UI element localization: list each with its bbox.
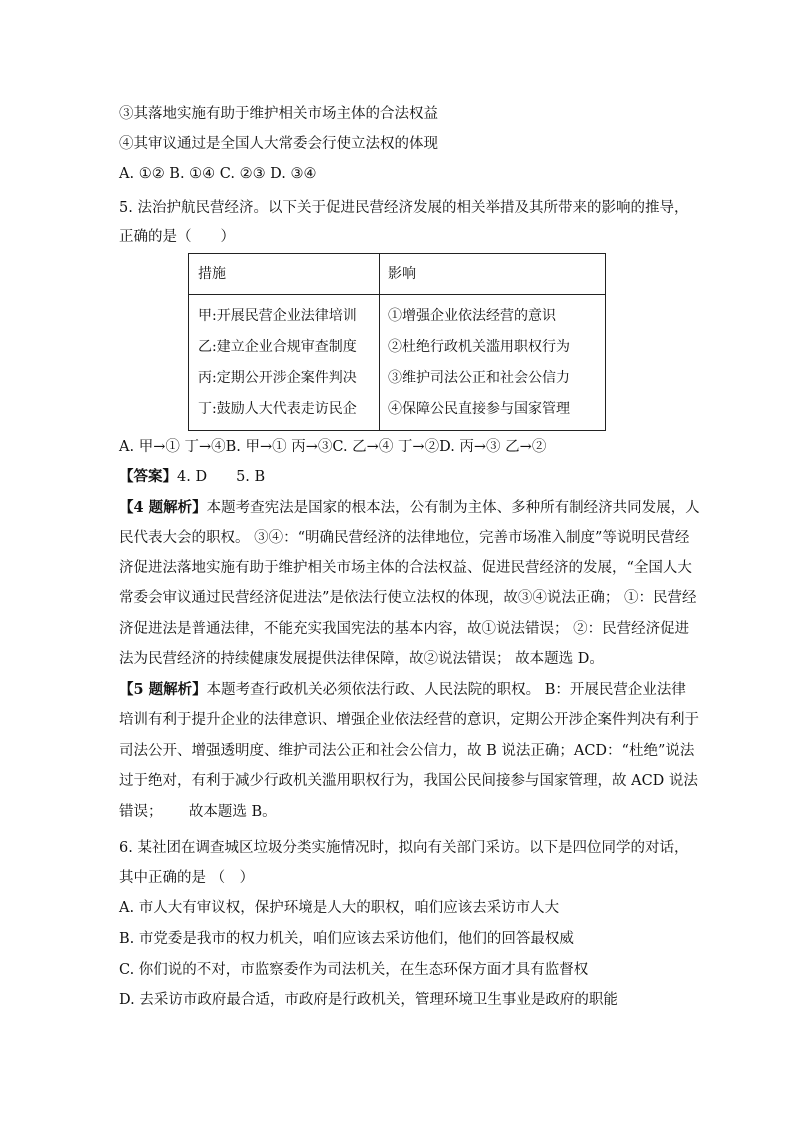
table-effect-1: ①增强企业依法经营的意识 (388, 308, 556, 324)
table-measure-1: 甲:开展民营企业法律培训 (198, 308, 357, 324)
table-column-divider (379, 254, 380, 430)
table-measure-3: 丙:定期公开涉企案件判决 (198, 370, 357, 386)
q6-option-c: C. 你们说的不对，市监察委作为司法机关，在生态环保方面才具有监督权 (119, 962, 589, 978)
table-measure-4: 丁:鼓励人大代表走访民企 (198, 401, 357, 417)
table-effect-4: ④保障公民直接参与国家管理 (388, 401, 570, 417)
table-measure-2: 乙:建立企业合规审查制度 (198, 339, 357, 355)
analysis4-line3: 济促进法落地实施有助于维护相关市场主体的合法权益、促进民营经济的发展，“全国人大 (119, 560, 692, 576)
analysis5-line1 (119, 680, 686, 700)
table-header-divider (189, 294, 605, 295)
analysis4-line1 (119, 498, 700, 518)
analysis5-line2: 培训有利于提升企业的法律意识、增强企业依法经营的意识，定期公开涉企案件判决有利于 (119, 712, 699, 728)
analysis4-line5: 济促进法是普通法律，不能充实我国宪法的基本内容，故①说法错误； ②：民营经济促进 (119, 621, 690, 637)
analysis4-line2: 民代表大会的职权。 ③④：“明确民营经济的法律地位，完善市场准入制度”等说明民营经 (119, 530, 690, 546)
q4-choices: A. ①② B. ①④ C. ②③ D. ③④ (119, 166, 317, 182)
q6-option-d: D. 去采访市政府最合适，市政府是行政机关，管理环境卫生事业是政府的职能 (119, 992, 618, 1008)
q5-choices: A. 甲→① 丁→④B. 甲→① 丙→③C. 乙→④ 丁→②D. 丙→③ 乙→② (119, 439, 547, 455)
q6-option-b: B. 市党委是我市的权力机关，咱们应该去采访他们，他们的回答最权威 (119, 931, 574, 947)
q4-option-4: ④其审议通过是全国人大常委会行使立法权的体现 (119, 136, 438, 152)
q6-stem-line1: 6. 某社团在调查城区垃圾分类实施情况时，拟向有关部门采访。以下是四位同学的对话， (119, 840, 689, 856)
analysis5-line5: 错误； 故本题选 B。 (119, 804, 277, 820)
table-effect-2: ②杜绝行政机关滥用职权行为 (388, 339, 570, 355)
analysis4-line4: 常委会审议通过民营经济促进法”是依法行使立法权的体现，故③④说法正确； ①：民营经 (119, 590, 697, 606)
q5-stem-line1: 5. 法治护航民营经济。以下关于促进民营经济发展的相关举措及其所带来的影响的推导， (119, 200, 689, 216)
answer-label: 【答案】 (119, 468, 177, 485)
analysis5-text1: 本题考查行政机关必须依法行政、人民法院的职权。 B：开展民营企业法律 (206, 682, 686, 698)
q6-option-a: A. 市人大有审议权，保护环境是人大的职权，咱们应该去采访市人大 (119, 900, 560, 916)
table-header-effects: 影响 (388, 266, 416, 282)
table-header-measures: 措施 (198, 266, 226, 282)
analysis4-label: 【4 题解析】 (119, 499, 207, 516)
analysis4-line6: 法为民营经济的持续健康发展提供法律保障，故②说法错误； 故本题选 D。 (119, 651, 604, 667)
table-effect-3: ③维护司法公正和社会公信力 (388, 370, 570, 386)
q6-stem-line2: 其中正确的是 （ ） (119, 870, 255, 886)
analysis5-line3: 司法公开、增强透明度、维护司法公正和社会公信力，故 B 说法正确；ACD：“杜绝”说法 (119, 743, 695, 759)
q4-option-3: ③其落地实施有助于维护相关市场主体的合法权益 (119, 106, 438, 122)
analysis5-line4: 过于绝对，有利于减少行政机关滥用职权行为，我国公民间接参与国家管理，故 ACD 说法 (119, 773, 698, 789)
q5-table (188, 253, 606, 431)
analysis5-label: 【5 题解析】 (119, 681, 207, 698)
q5-stem-line2: 正确的是（ ） (119, 229, 235, 245)
analysis4-text1: 本题考查宪法是国家的根本法，公有制为主体、多种所有制经济共同发展，人 (206, 500, 700, 516)
answer-line (119, 467, 679, 487)
answer-text: 4. D 5. B (177, 469, 266, 485)
